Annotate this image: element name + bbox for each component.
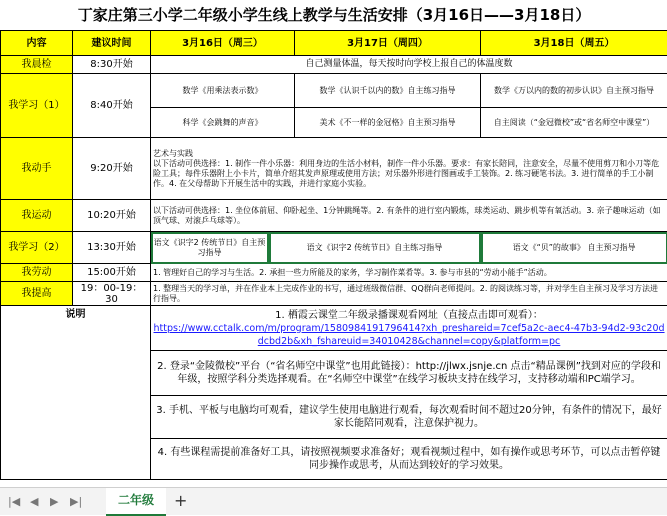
study2-day3[interactable]: 语文《“贝”的故事》 自主预习指导 [481, 232, 667, 264]
header-day3[interactable]: 3月18日（周五） [481, 31, 667, 56]
row-label-study2[interactable]: 我学习（2） [1, 232, 73, 264]
time-hands-on[interactable]: 9:20开始 [73, 138, 151, 200]
time-study2[interactable]: 13:30开始 [73, 232, 151, 264]
add-sheet-icon[interactable]: + [174, 491, 187, 510]
row-label-labor[interactable]: 我劳动 [1, 264, 73, 282]
row-label-morning-check[interactable]: 我晨检 [1, 56, 73, 74]
row-label-study1[interactable]: 我学习（1） [1, 74, 73, 138]
hands-on-cell[interactable] [151, 138, 667, 200]
time-improve[interactable]: 19：00-19：30 [73, 282, 151, 306]
study2-day2[interactable]: 语文《识字2 传统节日》自主练习指导 [269, 232, 481, 264]
last-sheet-icon[interactable]: ▶| [70, 495, 82, 508]
page-title[interactable]: 丁家庄第三小学二年级小学生线上教学与生活安排（3月16日——3月18日） [1, 0, 667, 31]
header-time[interactable]: 建议时间 [73, 31, 151, 56]
study1-day3-item2[interactable]: 自主阅读（“金冠微校”或“省名师空中课堂”） [481, 108, 667, 138]
row-label-exercise[interactable]: 我运动 [1, 200, 73, 232]
sheet-tab-bar [0, 487, 667, 515]
header-content[interactable]: 内容 [1, 31, 73, 56]
note-4[interactable]: 4. 有些课程需提前准备好工具，请按照视频要求准备好；观看视频过程中，如有操作或思考环节，可以点击暂停键同步操作或思考，从而达到较好的学习效果。 [151, 439, 667, 480]
note-1-cell[interactable] [151, 306, 667, 351]
time-labor[interactable]: 15:00开始 [73, 264, 151, 282]
time-study1[interactable]: 8:40开始 [73, 74, 151, 138]
header-day1[interactable]: 3月16日（周三） [151, 31, 295, 56]
sheet-tab-grade2[interactable]: 二年级 [106, 488, 166, 516]
study1-day2-item2[interactable]: 美术《不一样的金冠格》自主预习指导 [295, 108, 481, 138]
exercise-text[interactable]: 以下活动可供选择：1. 坐位体前屈、仰卧起坐、1分钟跳绳等。2. 有条件的进行室内锻炼，球类运动、跳步机等有氧活动。3. 亲子趣味运动（如顶气球、对滚乒乓球等）。 [151, 200, 667, 232]
labor-text[interactable]: 1. 管理好自己的学习与生活。2. 承担一些力所能及的家务，学习制作菜肴等。3. 参与市县的“劳动小能手”活动。 [151, 264, 667, 282]
next-sheet-icon[interactable]: ▶ [50, 495, 58, 508]
prev-sheet-icon[interactable]: ◀ [30, 495, 38, 508]
note-1-text: 1. 栖霞云课堂二年级录播课观看网址（直接点击即可观看）： [153, 309, 665, 322]
time-exercise[interactable]: 10:20开始 [73, 200, 151, 232]
row-label-hands-on[interactable]: 我动手 [1, 138, 73, 200]
notes-label[interactable]: 说明 [1, 306, 151, 480]
note-3[interactable]: 3. 手机、平板与电脑均可观看，建议学生使用电脑进行观看，每次观看时间不超过20分钟，有条件的情况下，最好家长能陪同观看，注意保护视力。 [151, 396, 667, 439]
row-label-improve[interactable]: 我提高 [1, 282, 73, 306]
note-1-url[interactable]: https://www.cctalk.com/m/program/1580984191796414?xh_preshareid=7cef5a2c-aec4-47b3-94d2-93c20ddcbd2b&xh_fshareuid=34010428&channel=copy&platform=pc [153, 322, 665, 348]
improve-text[interactable]: 1. 整理当天的学习单，并在作业本上完成作业的书写，通过班级微信群、QQ群向老师提问。2. 的阅读练习等，并对学生自主预习及学习方法进行指导。 [151, 282, 667, 306]
study2-day1[interactable]: 语文《识字2 传统节日》自主预习指导 [151, 232, 269, 264]
morning-check-text[interactable]: 自己测量体温，每天按时向学校上报自己的体温度数 [151, 56, 667, 74]
first-sheet-icon[interactable]: |◀ [8, 495, 20, 508]
time-morning-check[interactable]: 8:30开始 [73, 56, 151, 74]
hands-on-text: 以下活动可供选择：1. 制作一件小乐器：利用身边的生活小材料，制作一件小乐器。要求：有家长陪同，注意安全，尽量不使用剪刀和小刀等危险工具；每件乐器附上小卡片，简单介绍其发声原理或使用方法；对乐器外形进行图画或手工装饰。2. 练习硬笔书法。3. 进行简单的手工小制作。4. 在父母帮助下开展生活中的实践，并进行家庭小实验。 [153, 159, 665, 189]
note-2[interactable]: 2. 登录“金陵微校”平台（“省名师空中课堂”也用此链接）：http://jlwx.jsnje.cn 点击“精品课例”找到对应的学段和年级，按照学科分类选择观看。在“名师空中课堂”在线学习板块支持在线学习，支持移动端和PC端学习。 [151, 351, 667, 396]
hands-on-heading: 艺术与实践 [153, 149, 665, 159]
header-day2[interactable]: 3月17日（周四） [295, 31, 481, 56]
study1-day2-item1[interactable]: 数学《认识千以内的数》自主练习指导 [295, 74, 481, 108]
study1-day1-item2[interactable]: 科学《会跳舞的声音》 [151, 108, 295, 138]
study1-day3-item1[interactable]: 数学《万以内的数的初步认识》自主预习指导 [481, 74, 667, 108]
study1-day1-item1[interactable]: 数学《用乘法表示数》 [151, 74, 295, 108]
